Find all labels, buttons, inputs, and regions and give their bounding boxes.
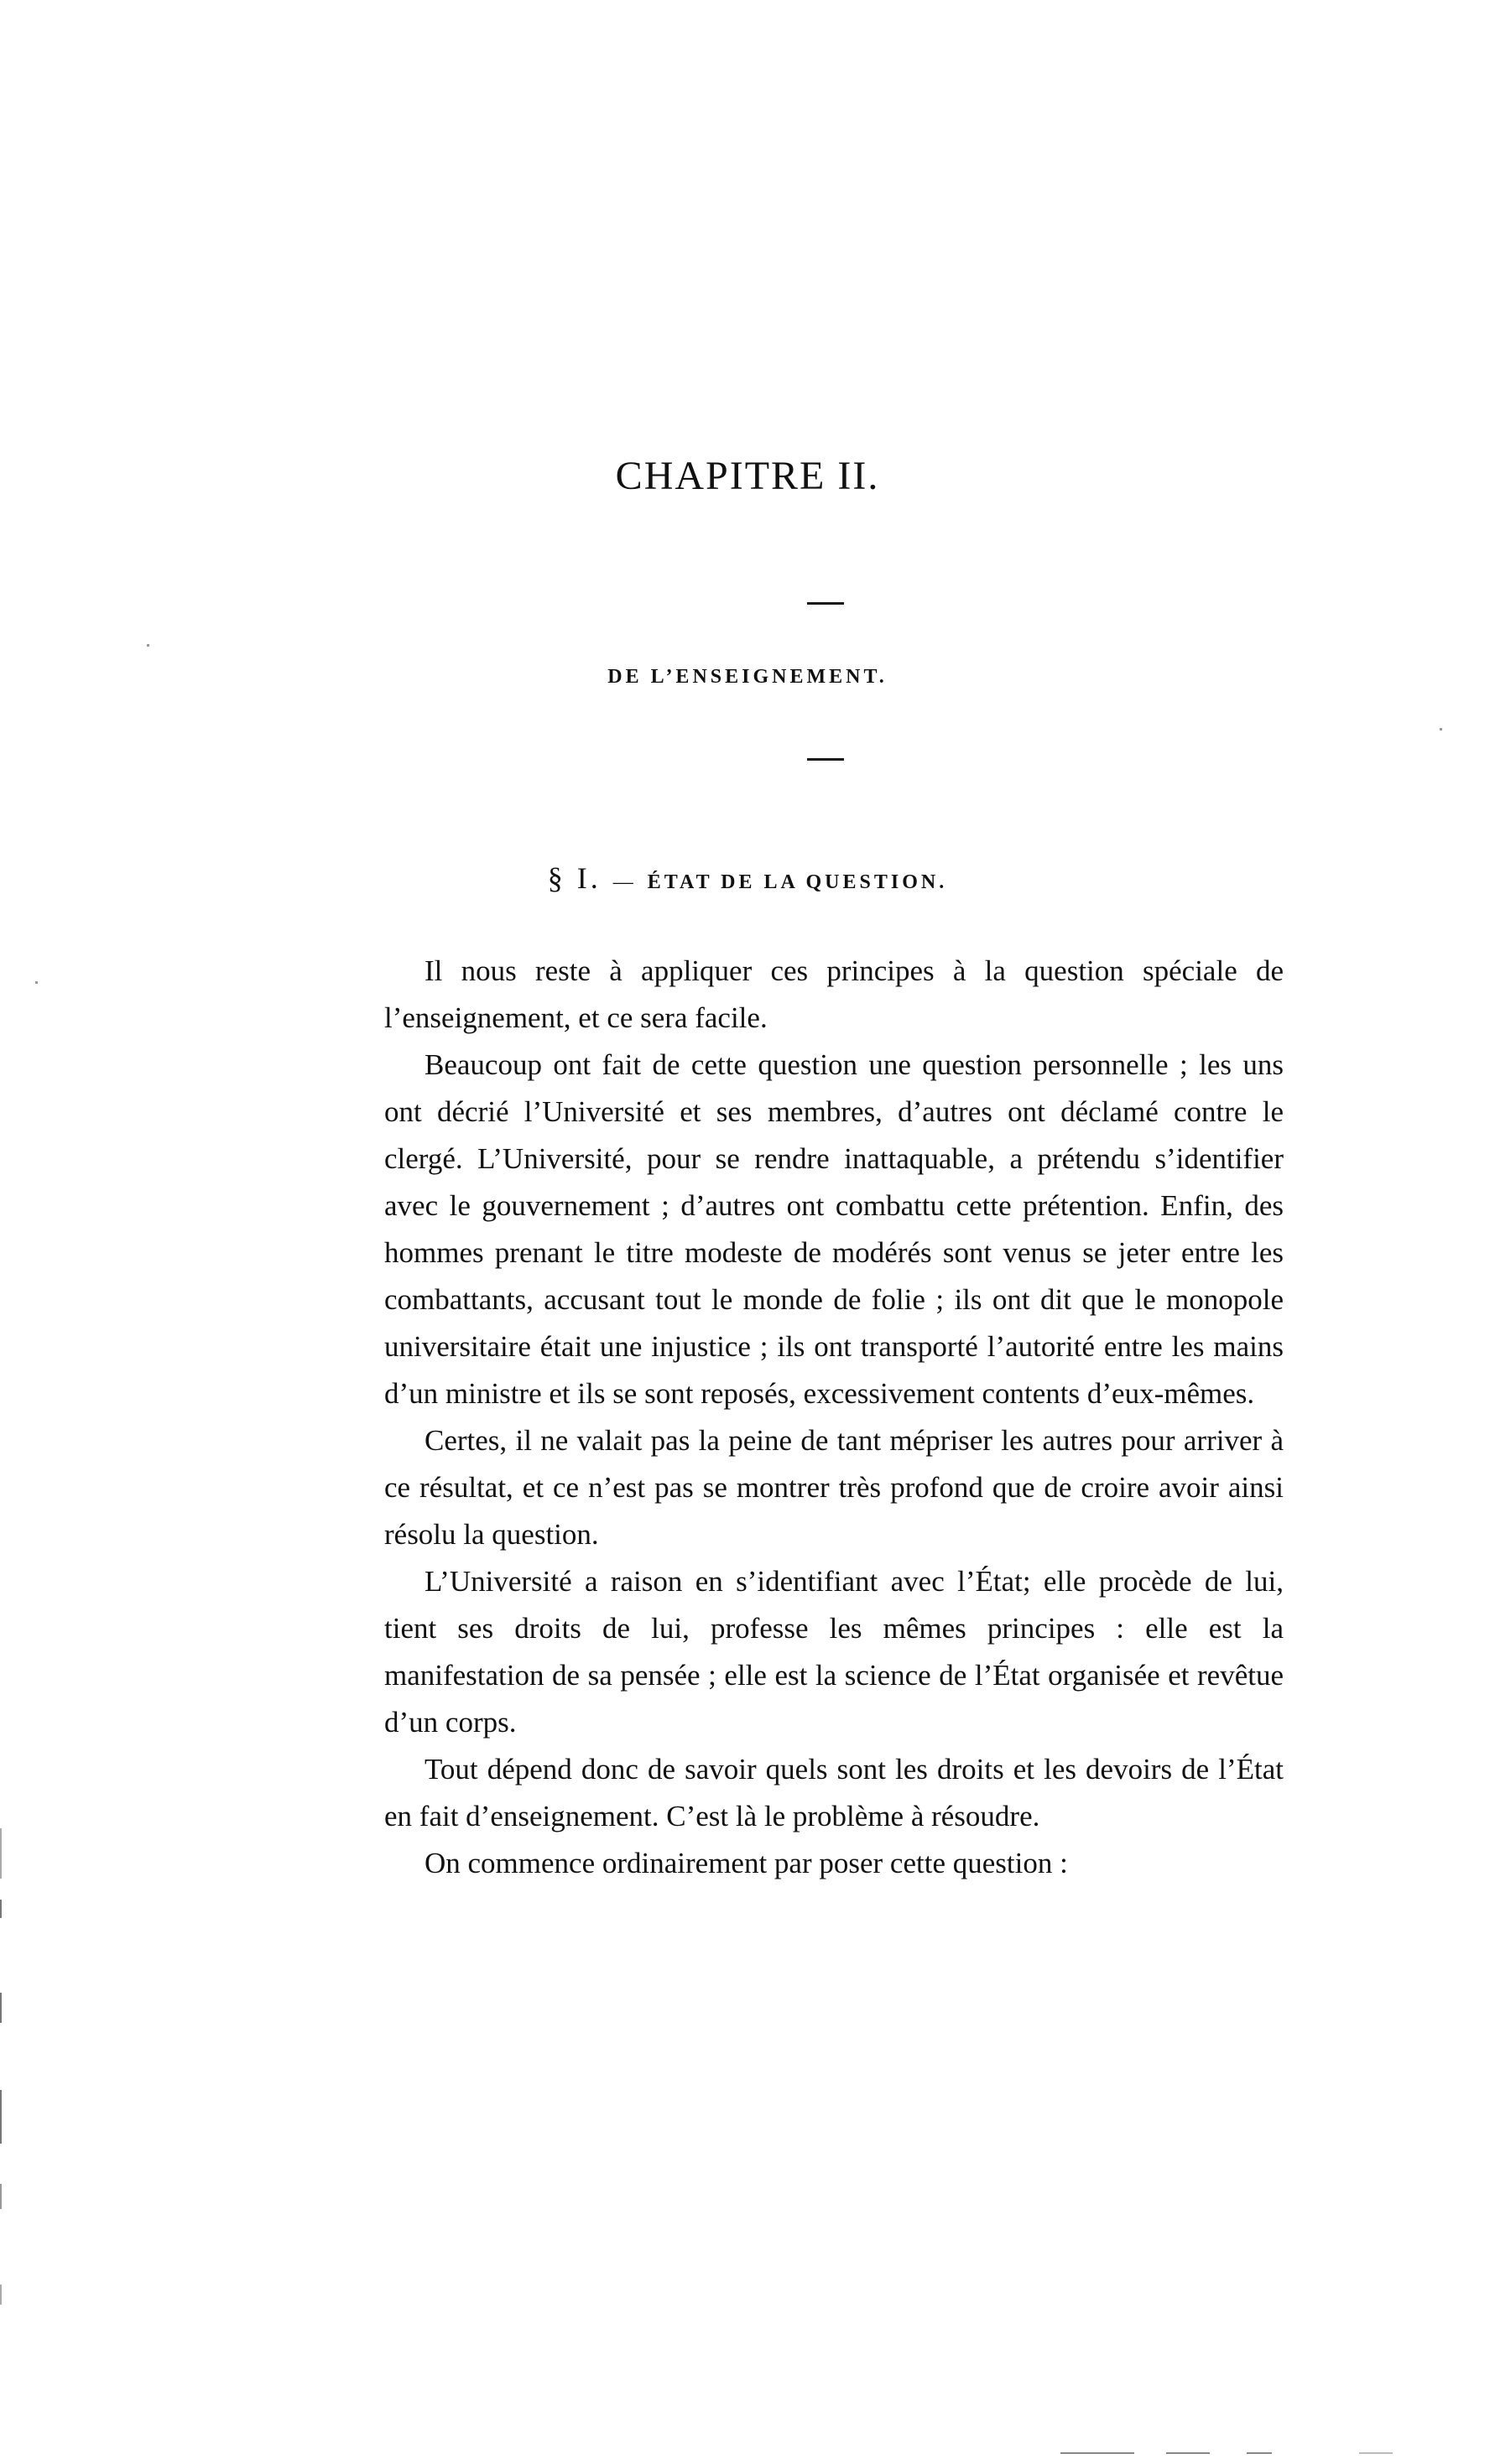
footer-scan-mark <box>1247 2452 1272 2454</box>
binding-edge-mark <box>0 2285 2 2305</box>
paragraph: Beaucoup ont fait de cette question une question personnelle ; les uns ont décrié l’Université et ses membres, d’autres ont déclamé contre le clergé. L’Université, pour se rendre inattaquable, a prétendu s’identifier avec le gouvernement ; d’autres ont combattu cette prétention. Enfin, des hommes prenant le titre modeste de modérés sont venus se jeter entre les combattants, accusant tout le monde de folie ; ils ont dit que le monopole universitaire était une injustice ; ils ont transporté l’autorité entre les mains d’un ministre et ils se sont reposés, excessivement contents d’eux-mêmes. <box>384 1048 1284 1410</box>
scan-speck <box>35 981 38 984</box>
footer-scan-mark <box>1166 2452 1210 2454</box>
binding-edge-mark <box>0 2184 2 2209</box>
binding-edge-mark <box>0 1828 2 1879</box>
section-title: ÉTAT DE LA QUESTION. <box>647 871 948 893</box>
body-text <box>384 948 1284 1887</box>
binding-edge-mark <box>0 2090 2 2144</box>
scan-speck <box>147 644 149 647</box>
paragraph: Tout dépend donc de savoir quels sont les droits et les devoirs de l’État en fait d’enseignement. C’est là le problème à résoudre. <box>384 1753 1284 1832</box>
chapter-title: CHAPITRE II. <box>615 454 880 498</box>
section-number: § I. <box>547 861 602 895</box>
paragraph: Certes, il ne valait pas la peine de tant mépriser les autres pour arriver à ce résultat, et ce n’est pas se montrer très profond que de croire avoir ainsi résolu la question. <box>384 1424 1284 1551</box>
section-heading <box>0 860 1495 896</box>
footer-scan-mark <box>1359 2452 1393 2454</box>
footer-scan-mark <box>1060 2452 1134 2454</box>
scan-speck <box>1440 728 1442 730</box>
separator-rule <box>807 602 844 605</box>
section-dash: — <box>612 871 636 893</box>
separator-rule <box>807 758 844 761</box>
binding-edge-mark <box>0 1993 2 2023</box>
paragraph: On commence ordinairement par poser cette question : <box>425 1847 1068 1879</box>
paragraph: L’Université a raison en s’identifiant avec l’État; elle procède de lui, tient ses droits de lui, professe les mêmes principes : elle est la manifestation de sa pensée ; elle est la science de l’État organisée et revêtue d’un corps. <box>384 1565 1284 1739</box>
chapter-subtitle: DE L’ENSEIGNEMENT. <box>607 666 888 688</box>
binding-edge-mark <box>0 1900 2 1918</box>
paragraph: Il nous reste à appliquer ces principes à la question spéciale de l’enseignement, et ce sera facile. <box>384 954 1284 1034</box>
